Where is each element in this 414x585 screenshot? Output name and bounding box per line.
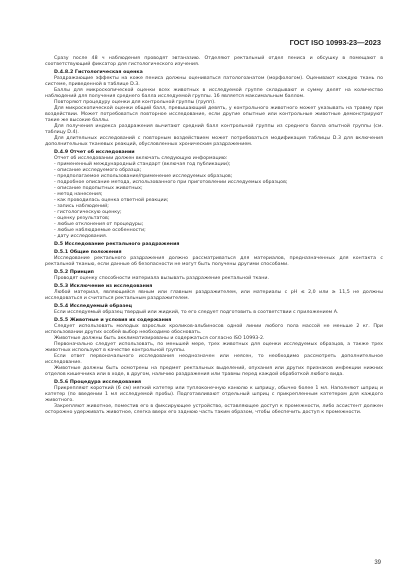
paragraph: Животные должны быть акклиматизированы и содержаться согласно ISO 10993-2.	[54, 336, 265, 341]
list-item: - любые наблюдаемые особенности;	[54, 228, 146, 233]
list-item: - метод нанесения;	[54, 192, 103, 197]
list-item: - как проводилась оценка ответной реакции;	[54, 198, 169, 203]
list-item: - описание подопытных животных;	[54, 186, 143, 191]
paragraph: Баллы для микроскопической оценки всех животных в исследуемой группе складывают и сумму делят на количество наблюдений для получения среднего балла исследуемой группы. 16 является максимальным баллом.	[45, 88, 383, 99]
list-item: - оценку результатов;	[54, 216, 110, 221]
section-heading: D.4.9 Отчет об исследовании	[54, 150, 135, 155]
list-item: - описание исследуемого образца;	[54, 168, 142, 173]
list-item: - дату исследования.	[54, 234, 108, 239]
document-header: ГОСТ ISO 10993-23—2023	[289, 38, 381, 47]
list-item: - любые отклонения от процедуры;	[54, 222, 144, 227]
paragraph: Для длительных исследований с повторным воздействием может потребоваться модификация таблицы D.3 для включения дополнительных тканевых реакций, обусловленных хроническим раздражением.	[45, 136, 383, 147]
section-heading: D.5.1 Общие положения	[54, 250, 122, 255]
paragraph: Если ответ первоначального исследования неоднозначен или неясен, то необходимо рассмотреть дополнительное исследование.	[45, 354, 383, 365]
paragraph: Отчет об исследовании должен включать следующую информацию:	[54, 156, 228, 161]
paragraph: Исследование ректального раздражения должно рассматриваться для материалов, предназначенных для контакта с ректальной тканью, если данные об безопасности не могут быть получены другими способами.	[45, 256, 383, 267]
section-heading: D.5.2 Принцип	[54, 270, 94, 275]
paragraph: Для получения индекса раздражения вычитают средний балл контрольной группы из среднего балла опытной группы (см. таблицу D.4).	[45, 124, 383, 135]
section-heading: D.5.3 Исключение из исследования	[54, 284, 153, 289]
list-item: - гистологическую оценку;	[54, 210, 122, 215]
paragraph: Повторяют процедуру оценки для контрольной группы (групп).	[54, 100, 216, 105]
paragraph: Прикрепляют короткий (6 см) мягкий катетер или туплоконечную канюлю к шприцу, обычно более 1 мл. Наполняют шприц и катетер (по введении 1 мл исследуемой пробы). Подготавливают отдельный шприц с прикрепленным катетером для каждого животного.	[45, 386, 383, 403]
document-body	[45, 56, 383, 416]
section-heading: D.4.8.2 Гистологическая оценка	[54, 70, 143, 75]
section-heading: D.5.5 Животные и условия их содержания	[54, 318, 172, 323]
paragraph: Сразу после 48 ч наблюдения проводят эвтаназию. Отделяют ректальный отдел пениса и обсушку в помещают в соответствующий фиксатор для гистологического изучения.	[45, 56, 383, 67]
page-number: 39	[374, 560, 381, 566]
paragraph: Для микроскопической оценки общий балл, превышающий девять, у контрольного животного может указывать на травму при воздействии. Может потребоваться повторное исследование, если другие опытные или контрольные животные демонстрируют такие же высокие баллы.	[45, 106, 383, 123]
paragraph: Любой материал, являющийся явным или главным раздражителем, или материалы с pH ≤ 2,0 или ≥ 11,5 не должны исследоваться и считаться ректальным раздражителем.	[45, 290, 383, 301]
section-heading: D.5 Исследование ректального раздражения	[54, 242, 180, 247]
list-item: - запись наблюдений;	[54, 204, 109, 209]
list-item: - предполагаемое использование/применение исследуемых образцов;	[54, 174, 233, 179]
paragraph: Закрепляют животное, поместив его в фиксирующее устройство, оставляющее доступ к промежности, либо ассистент должен осторожно удерживать животное, слегка вверх его заднюю часть таким образом, чтобы обеспечить доступ к промежности.	[45, 404, 383, 415]
paragraph: Если исследуемый образец твердый или жидкий, то его следует подготовить в соответствии с приложением A.	[54, 310, 339, 315]
paragraph: Следует использовать молодых взрослых кроликов-альбиносов одной линии любого пола массой не меньше 2 кг. При использовании других особей выбор необходимо обосновать.	[45, 324, 383, 335]
list-item: - подробное описание метода, использованного при приготовлении исследуемых образцов;	[54, 180, 288, 185]
paragraph: Проводят оценку способности материала вызывать раздражение ректальной ткани.	[54, 276, 269, 281]
paragraph: Раздражающие эффекты на коже пениса должны оцениваться патологоанатом (морфологом). Оценивают каждую ткань по системе, приведенной в таблице D.3.	[45, 76, 383, 87]
list-item: - примененный международный стандарт (включая год публикации);	[54, 162, 231, 167]
paragraph: Первоначально следует использовать, по меньшей мере, трех животных для оценки исследуемых образцов, а также трех животных используют в качестве контрольной группы.	[45, 342, 383, 353]
section-heading: D.5.6 Процедура исследования	[54, 380, 142, 385]
section-heading: D.5.4 Исследуемый образец	[54, 304, 133, 309]
paragraph: Животные должны быть осмотрены на предмет ректальных выделений, опухания или других признаков инфекции нижних отделов кишечника или в ходе, в другом, наличию раздражения или травмы перед каждой обработкой любого вида.	[45, 366, 383, 377]
